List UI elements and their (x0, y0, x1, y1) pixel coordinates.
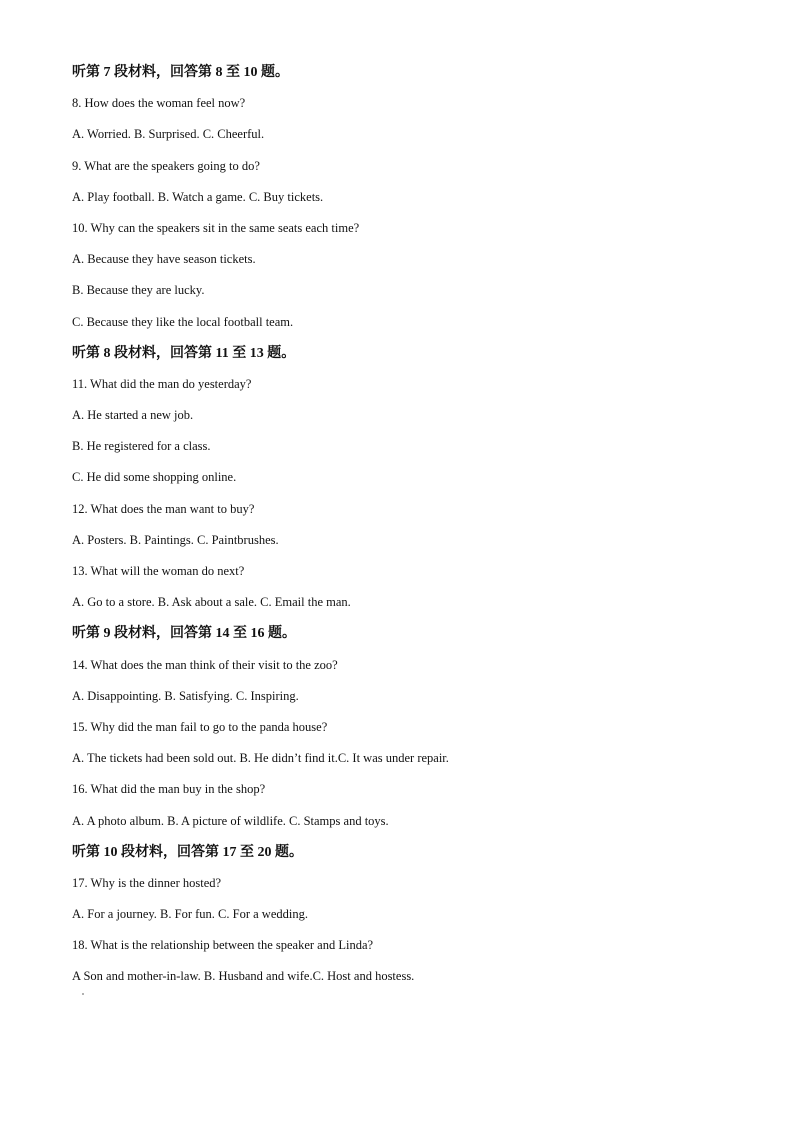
question-8: 8. How does the woman feel now? (72, 96, 246, 111)
options-9: A. Play football. B. Watch a game. C. Buy tickets. (72, 189, 324, 204)
question-13: 13. What will the woman do next? (72, 564, 245, 578)
option-10-b: B. Because they are lucky. (72, 283, 205, 298)
options-13: A. Go to a store. B. Ask about a sale. C. Email the man. (72, 595, 351, 610)
option-11-a: A. He started a new job. (72, 408, 194, 423)
options-15: A. The tickets had been sold out. B. He didn’t find it.C. It was under repair. (72, 751, 449, 766)
section-heading: 听第 8 段材料，回答第 11 至 13 题。 (72, 345, 296, 361)
options-8: A. Worried. B. Surprised. C. Cheerful. (72, 127, 265, 142)
options-18: A Son and mother-in-law. B. Husband and wife.C. Host and hostess. (72, 969, 415, 984)
question-16: 16. What did the man buy in the shop? (72, 782, 266, 797)
option-10-c: C. Because they like the local football team. (72, 314, 294, 329)
option-11-b: B. He registered for a class. (72, 439, 211, 454)
question-14: 14. What does the man think of their visit to the zoo? (72, 657, 338, 672)
option-10-a: A. Because they have season tickets. (72, 252, 256, 267)
question-12: 12. What does the man want to buy? (72, 501, 255, 516)
section-heading: 听第 9 段材料，回答第 14 至 16 题。 (72, 626, 296, 642)
question-18: 18. What is the relationship between the speaker and Linda? (72, 938, 374, 953)
question-11: 11. What did the man do yesterday? (72, 376, 252, 391)
question-17: 17. Why is the dinner hosted? (72, 875, 222, 890)
option-11-c: C. He did some shopping online. (72, 470, 237, 485)
section-heading: 听第 7 段材料，回答第 8 至 10 题。 (72, 65, 289, 80)
question-15: 15. Why did the man fail to go to the panda house? (72, 719, 328, 734)
document-page (72, 64, 752, 1000)
options-12: A. Posters. B. Paintings. C. Paintbrushes. (72, 532, 279, 547)
options-16: A. A photo album. B. A picture of wildlife. C. Stamps and toys. (72, 813, 389, 828)
stray-mark (82, 993, 84, 995)
options-14: A. Disappointing. B. Satisfying. C. Inspiring. (72, 688, 299, 703)
question-9: 9. What are the speakers going to do? (72, 158, 260, 173)
question-10: 10. Why can the speakers sit in the same seats each time? (72, 220, 360, 235)
options-17: A. For a journey. B. For fun. C. For a wedding. (72, 907, 308, 922)
section-heading: 听第 10 段材料，回答第 17 至 20 题。 (72, 844, 303, 860)
